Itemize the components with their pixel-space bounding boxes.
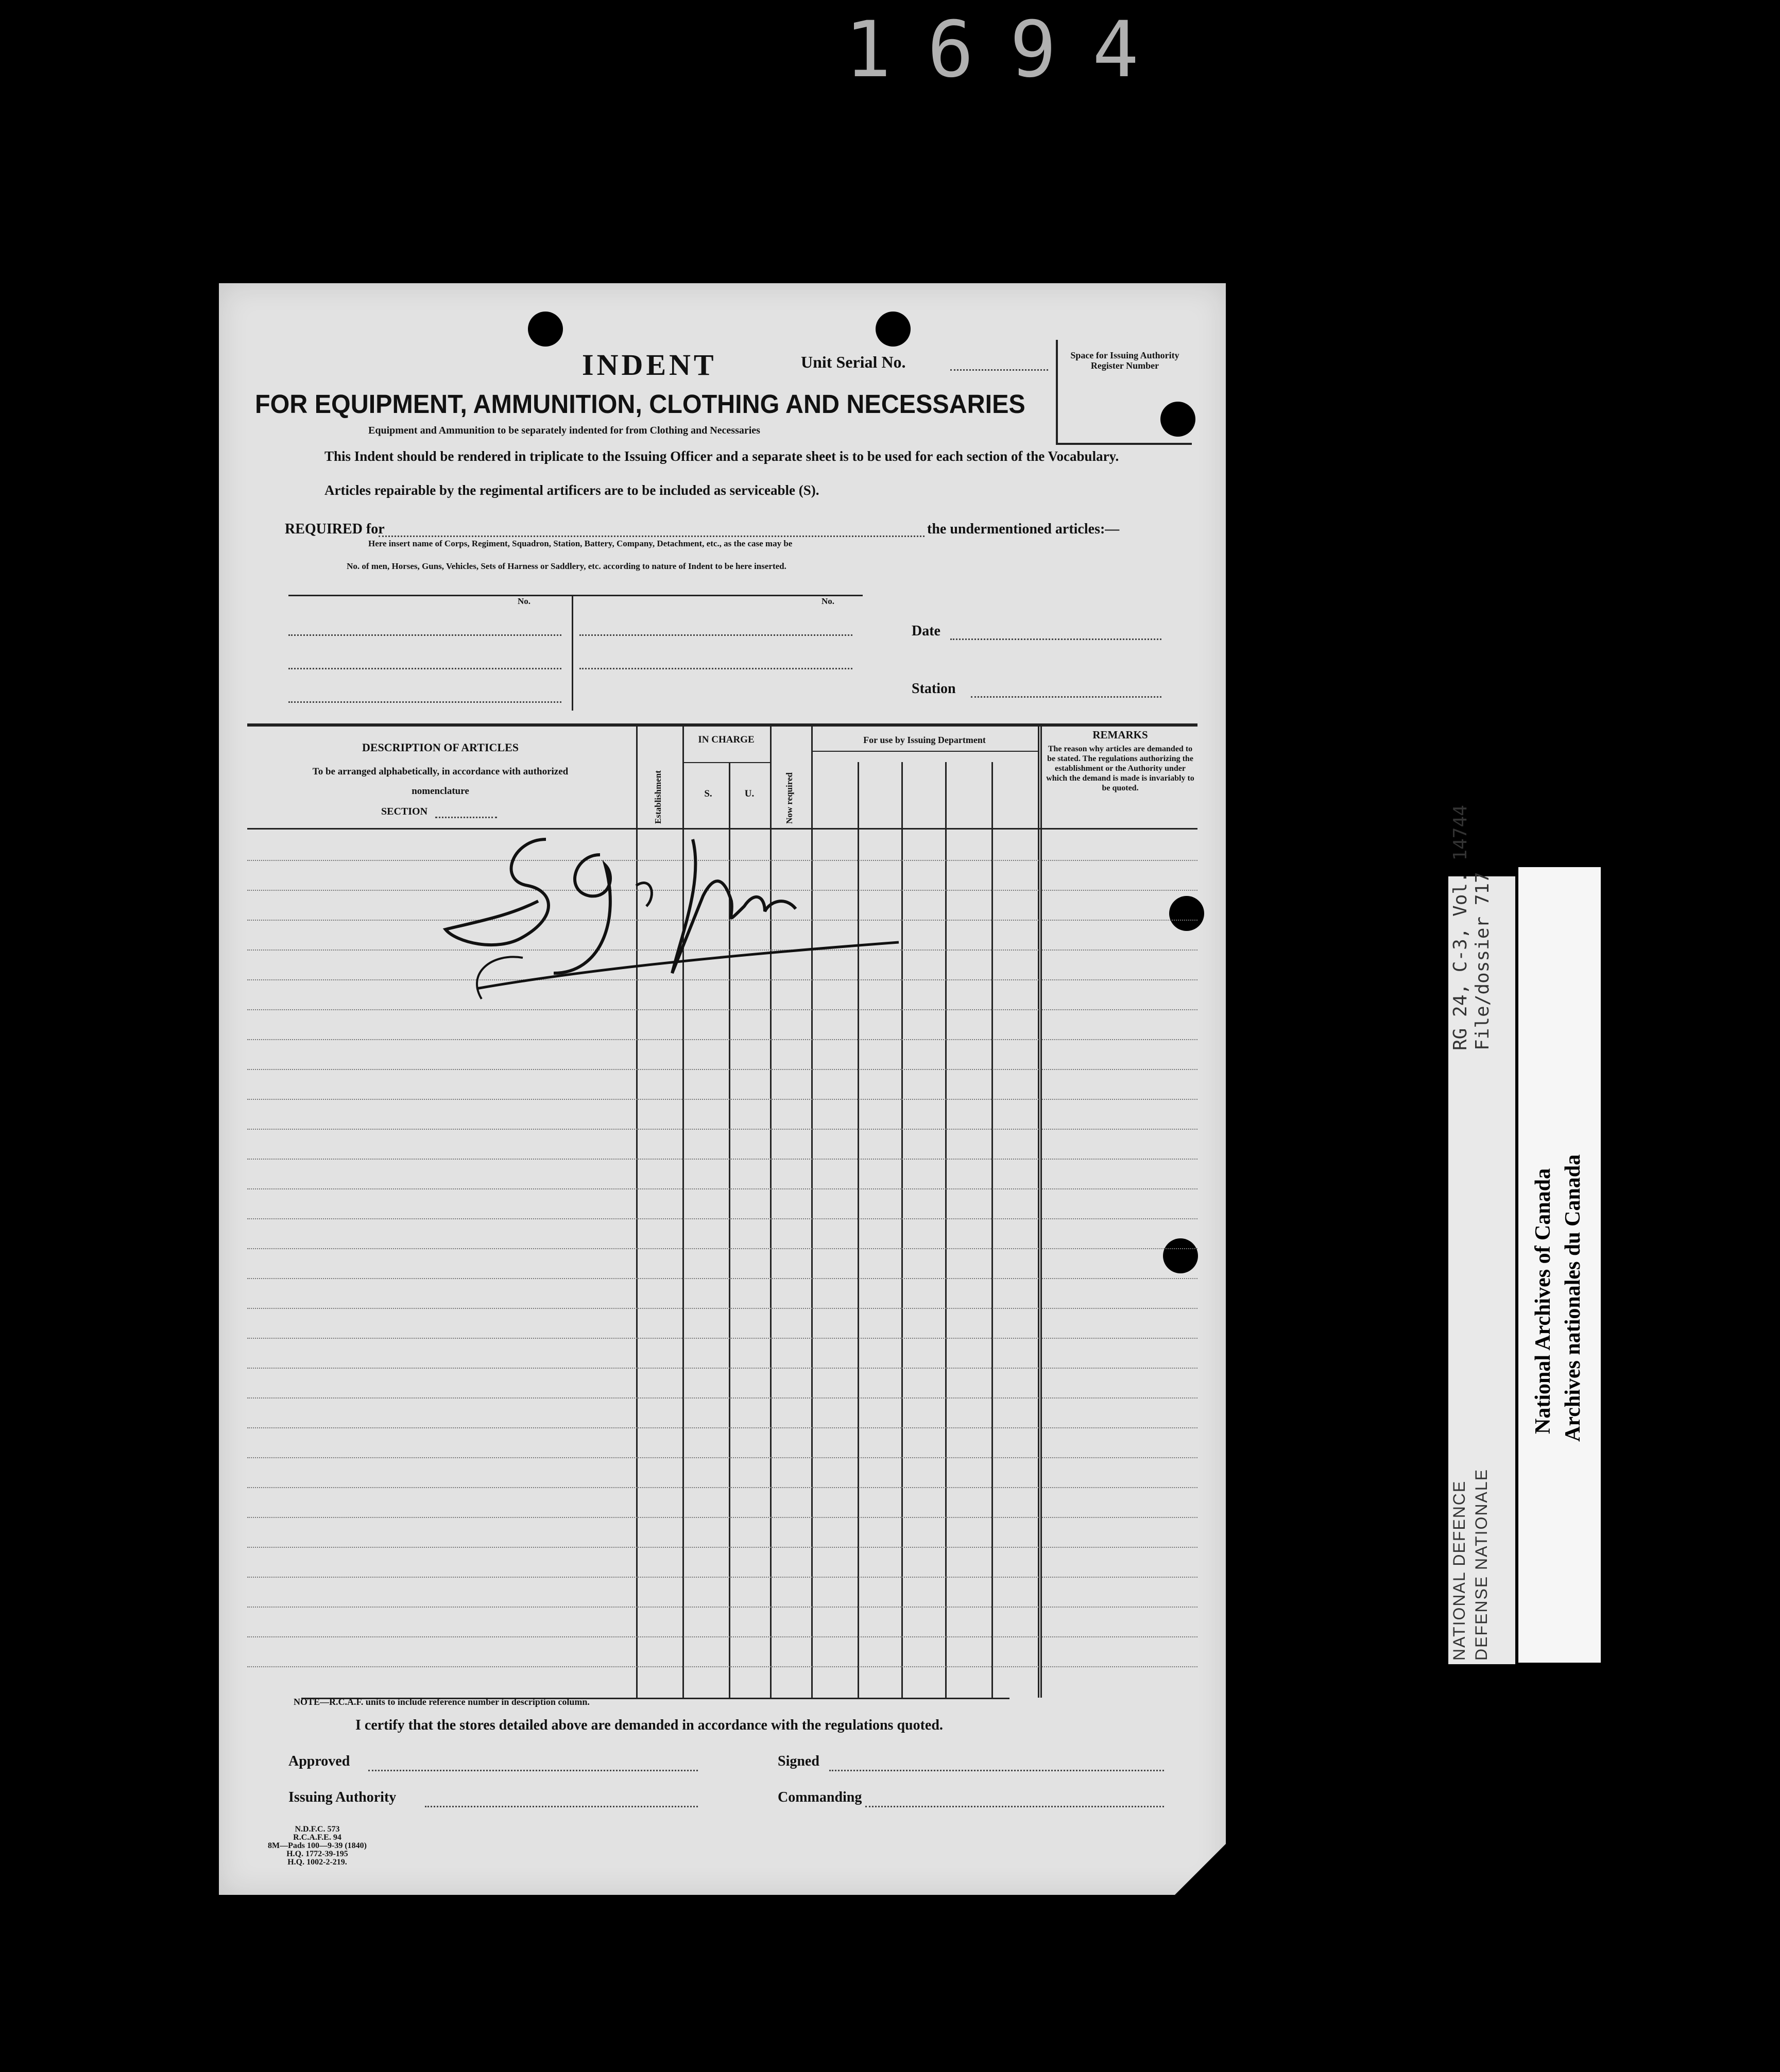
numbers-field[interactable] bbox=[288, 700, 561, 703]
archive-institution-en: National Archives of Canada bbox=[1531, 1168, 1555, 1434]
required-for-hint: Here insert name of Corps, Regiment, Squadron, Station, Battery, Company, Detachment, etc., as the case may be bbox=[368, 539, 793, 548]
table-row[interactable] bbox=[247, 1069, 1197, 1070]
microfilm-frame-number: 1694 bbox=[845, 5, 1175, 95]
table-row[interactable] bbox=[247, 1039, 1197, 1040]
numbers-divider bbox=[572, 595, 573, 711]
archive-reference-line-2: File/dossier 717 bbox=[1472, 872, 1493, 1050]
archive-department-line-1: NATIONAL DEFENCE bbox=[1450, 1480, 1468, 1661]
numbers-field[interactable] bbox=[288, 633, 561, 636]
issuing-authority-field[interactable] bbox=[425, 1805, 698, 1807]
remarks-text: The reason why articles are demanded to be stated. The regulations authorizing the establishment or the Authority under which the demand is made is invariably to be quoted. bbox=[1046, 745, 1194, 792]
in-charge-rule bbox=[682, 762, 770, 763]
table-row[interactable] bbox=[247, 1457, 1197, 1458]
table-top-rule bbox=[247, 723, 1197, 727]
authority-box-label: Space for Issuing Authority Register Number bbox=[1070, 350, 1179, 371]
table-row[interactable] bbox=[247, 1099, 1197, 1100]
commanding-label: Commanding bbox=[778, 1789, 862, 1805]
table-row[interactable] bbox=[247, 1547, 1197, 1548]
form-footer-codes bbox=[268, 1825, 367, 1867]
table-row[interactable] bbox=[247, 1188, 1197, 1189]
form-subtitle: Equipment and Ammunition to be separately indented for from Clothing and Necessaries bbox=[368, 425, 760, 436]
archive-department-line-2: DEFENSE NATIONALE bbox=[1472, 1468, 1491, 1661]
col-now-required: Now required bbox=[784, 772, 794, 824]
col-issuing: For use by Issuing Department bbox=[863, 735, 986, 745]
punch-hole-icon bbox=[1163, 1238, 1198, 1273]
numbers-field[interactable] bbox=[579, 633, 852, 636]
table-row[interactable] bbox=[247, 1636, 1197, 1637]
form-main-title: FOR EQUIPMENT, AMMUNITION, CLOTHING AND NECESSARIES bbox=[255, 389, 1025, 419]
section-label: SECTION bbox=[381, 806, 428, 817]
table-row[interactable] bbox=[247, 1278, 1197, 1279]
table-row[interactable] bbox=[247, 1129, 1197, 1130]
signed-field[interactable] bbox=[829, 1769, 1164, 1771]
form-title: INDENT bbox=[582, 348, 717, 382]
unit-serial-label: Unit Serial No. bbox=[801, 353, 906, 371]
punch-hole-icon bbox=[528, 312, 563, 347]
numbers-field[interactable] bbox=[579, 667, 852, 669]
no-label-left: No. bbox=[518, 596, 531, 606]
table-row[interactable] bbox=[247, 1577, 1197, 1578]
required-for-field[interactable] bbox=[379, 534, 925, 537]
certification-statement: I certify that the stores detailed above are demanded in accordance with the regulations quoted. bbox=[355, 1717, 943, 1733]
numbers-field[interactable] bbox=[288, 667, 561, 669]
archive-institution-fr: Archives nationales du Canada bbox=[1561, 1154, 1585, 1442]
issuing-authority-label: Issuing Authority bbox=[288, 1789, 397, 1805]
indent-form-sheet bbox=[219, 283, 1226, 1895]
description-sub: To be arranged alphabetically, in accordance with authorized nomenclature bbox=[312, 766, 569, 797]
section-field[interactable] bbox=[435, 816, 497, 818]
archive-reference-line-1: RG 24, C-3, Vol. 14744 bbox=[1450, 805, 1471, 1050]
table-row[interactable] bbox=[247, 1487, 1197, 1488]
handwritten-signature bbox=[435, 819, 950, 1014]
approved-field[interactable] bbox=[368, 1769, 698, 1771]
col-u: U. bbox=[744, 788, 755, 799]
punch-hole-icon bbox=[1169, 896, 1204, 931]
station-label: Station bbox=[912, 681, 956, 697]
unit-serial-field[interactable] bbox=[950, 368, 1048, 371]
col-divider bbox=[1038, 727, 1039, 1698]
issuing-rule bbox=[811, 751, 1038, 752]
table-row[interactable] bbox=[247, 1517, 1197, 1518]
col-divider bbox=[1040, 727, 1042, 1698]
form-note: NOTE—R.C.A.F. units to include reference number in description column. bbox=[294, 1697, 590, 1707]
table-row[interactable] bbox=[247, 1218, 1197, 1219]
authority-register-box[interactable] bbox=[1056, 340, 1192, 445]
approved-label: Approved bbox=[288, 1753, 350, 1769]
commanding-field[interactable] bbox=[865, 1805, 1164, 1807]
date-field[interactable] bbox=[950, 637, 1161, 640]
table-row[interactable] bbox=[247, 1308, 1197, 1309]
footer-code: N.D.F.C. 573 bbox=[295, 1825, 340, 1834]
table-row[interactable] bbox=[247, 1427, 1197, 1428]
signed-label: Signed bbox=[778, 1753, 819, 1769]
required-for-tail: the undermentioned articles:— bbox=[927, 521, 1120, 537]
col-divider bbox=[991, 762, 993, 1698]
instruction-paragraph-1: This Indent should be rendered in triplicate to the Issuing Officer and a separate sheet is to be used for each section of the Vocabulary. bbox=[324, 448, 1119, 464]
numbers-hint: No. of men, Horses, Guns, Vehicles, Sets of Harness or Saddlery, etc. according to nature of Indent to be here inserted. bbox=[347, 561, 786, 571]
col-in-charge: IN CHARGE bbox=[698, 734, 755, 745]
table-row[interactable] bbox=[247, 1368, 1197, 1369]
table-row[interactable] bbox=[247, 1159, 1197, 1160]
col-s: S. bbox=[704, 788, 712, 799]
description-header: DESCRIPTION OF ARTICLES bbox=[362, 741, 519, 754]
footer-code: H.Q. 1772-39-195 bbox=[286, 1850, 348, 1858]
date-label: Date bbox=[912, 623, 940, 639]
station-field[interactable] bbox=[971, 695, 1161, 698]
footer-code: H.Q. 1002-2-219. bbox=[287, 1858, 347, 1867]
table-row[interactable] bbox=[247, 1607, 1197, 1608]
table-row[interactable] bbox=[247, 1248, 1197, 1249]
table-row[interactable] bbox=[247, 1397, 1197, 1398]
table-row[interactable] bbox=[247, 1338, 1197, 1339]
table-row[interactable] bbox=[247, 1666, 1197, 1667]
remarks-header: REMARKS bbox=[1092, 729, 1148, 741]
required-for-label: REQUIRED for bbox=[285, 521, 385, 537]
numbers-rule bbox=[288, 595, 863, 596]
clipped-corner bbox=[1175, 1844, 1226, 1895]
no-label-right: No. bbox=[821, 596, 835, 606]
instruction-paragraph-2: Articles repairable by the regimental artificers are to be included as serviceable (S). bbox=[324, 482, 819, 498]
col-establishment: Establishment bbox=[653, 770, 663, 824]
footer-code: 8M—Pads 100—9-39 (1840) bbox=[268, 1841, 367, 1850]
footer-code: R.C.A.F.E. 94 bbox=[293, 1833, 341, 1842]
punch-hole-icon bbox=[876, 312, 911, 347]
